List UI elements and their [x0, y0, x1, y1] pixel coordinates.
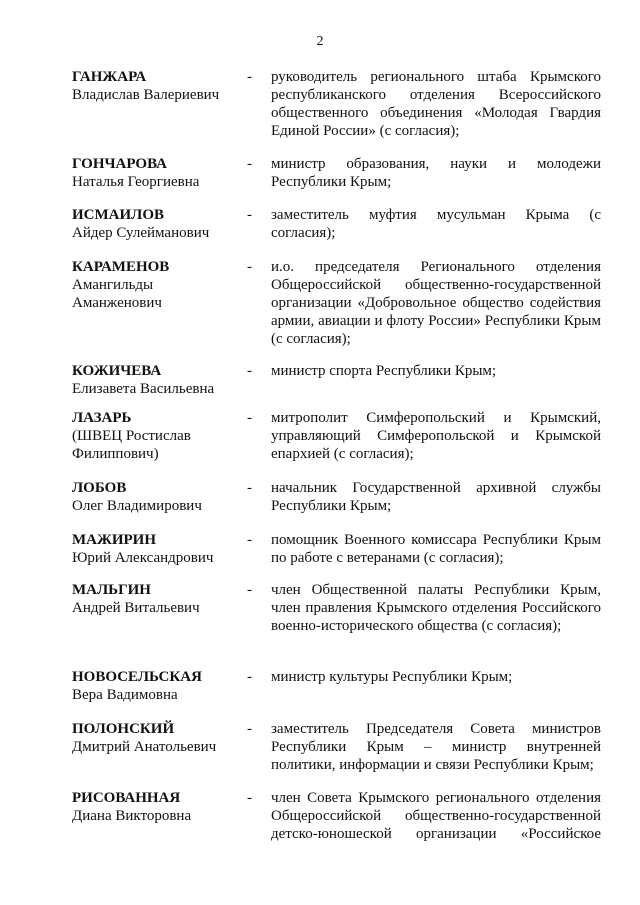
member-given-name: Дмитрий Анатольевич [72, 739, 217, 755]
member-surname: КАРАМЕНОВ [72, 259, 170, 275]
member-surname: КОЖИЧЕВА [72, 363, 162, 379]
member-position: министр образования, науки и молодежи Республики Крым; [271, 156, 601, 190]
member-name [72, 155, 242, 191]
member-dash: - [247, 790, 252, 806]
member-name [72, 409, 242, 463]
member-position: митрополит Симферопольский и Крымский, управляющий Симферопольской и Крымской епархией (с согласия); [271, 410, 601, 462]
member-dash: - [247, 69, 252, 85]
member-given-name: Андрей Витальевич [72, 600, 200, 616]
member-given-name: Юрий Александрович [72, 550, 214, 566]
member-dash: - [247, 669, 252, 685]
member-name [72, 479, 242, 515]
member-surname: ИСМАИЛОВ [72, 207, 165, 223]
member-position: министр культуры Республики Крым; [271, 669, 513, 685]
member-surname: ЛАЗАРЬ [72, 410, 132, 426]
member-position: помощник Военного комиссара Республики Крым по работе с ветеранами (с согласия); [271, 532, 601, 566]
member-given-name: (ШВЕЦ Ростислав Филиппович) [72, 428, 191, 462]
member-surname: ЛОБОВ [72, 480, 127, 496]
page-number: 2 [316, 34, 324, 49]
member-given-name: Амангильды Аманженович [72, 277, 162, 311]
member-name [72, 206, 242, 242]
member-dash: - [247, 532, 252, 548]
member-name [72, 789, 242, 825]
member-surname: ГОНЧАРОВА [72, 156, 167, 172]
member-given-name: Олег Владимирович [72, 498, 202, 514]
member-given-name: Айдер Сулейманович [72, 225, 210, 241]
member-name [72, 531, 242, 567]
member-given-name: Елизавета Васильевна [72, 381, 215, 397]
member-dash: - [247, 363, 252, 379]
member-dash: - [247, 156, 252, 172]
member-position: министр спорта Республики Крым; [271, 363, 497, 379]
member-dash: - [247, 410, 252, 426]
member-surname: НОВОСЕЛЬСКАЯ [72, 669, 202, 685]
member-surname: ПОЛОНСКИЙ [72, 721, 175, 737]
member-position: и.о. председателя Регионального отделения Общероссийской общественно-государственной организации «Добровольное общество содействия армии, авиации и флоту России» Республики Крым (с согласия); [271, 259, 601, 347]
member-given-name: Вера Вадимовна [72, 687, 178, 703]
member-name [72, 668, 242, 704]
member-name [72, 258, 242, 312]
member-name [72, 68, 242, 104]
member-dash: - [247, 480, 252, 496]
member-dash: - [247, 207, 252, 223]
member-given-name: Наталья Георгиевна [72, 174, 200, 190]
member-surname: РИСОВАННАЯ [72, 790, 181, 806]
member-given-name: Диана Викторовна [72, 808, 192, 824]
member-position: заместитель муфтия мусульман Крыма (с согласия); [271, 207, 601, 241]
member-name [72, 581, 242, 617]
member-surname: МАЖИРИН [72, 532, 156, 548]
member-position: член Общественной палаты Республики Крым, член правления Крымского отделения Российского военно-исторического общества (с согласия); [271, 582, 601, 634]
member-position: заместитель Председателя Совета министров Республики Крым – министр внутренней политики, информации и связи Республики Крым; [271, 721, 601, 773]
member-position: руководитель регионального штаба Крымского республиканского отделения Всероссийского общественного объединения «Молодая Гвардия Единой России» (с согласия); [271, 69, 601, 139]
member-position: начальник Государственной архивной службы Республики Крым; [271, 480, 601, 514]
member-position: член Совета Крымского регионального отделения Общероссийской общественно-государственной детско-юношеской организации «Российское [271, 790, 601, 842]
member-dash: - [247, 582, 252, 598]
member-name [72, 362, 242, 398]
member-surname: МАЛЬГИН [72, 582, 151, 598]
member-entry-risovannaya [0, 789, 640, 849]
member-name [72, 720, 242, 756]
member-dash: - [247, 259, 252, 275]
member-surname: ГАНЖАРА [72, 69, 147, 85]
member-given-name: Владислав Валериевич [72, 87, 220, 103]
member-dash: - [247, 721, 252, 737]
